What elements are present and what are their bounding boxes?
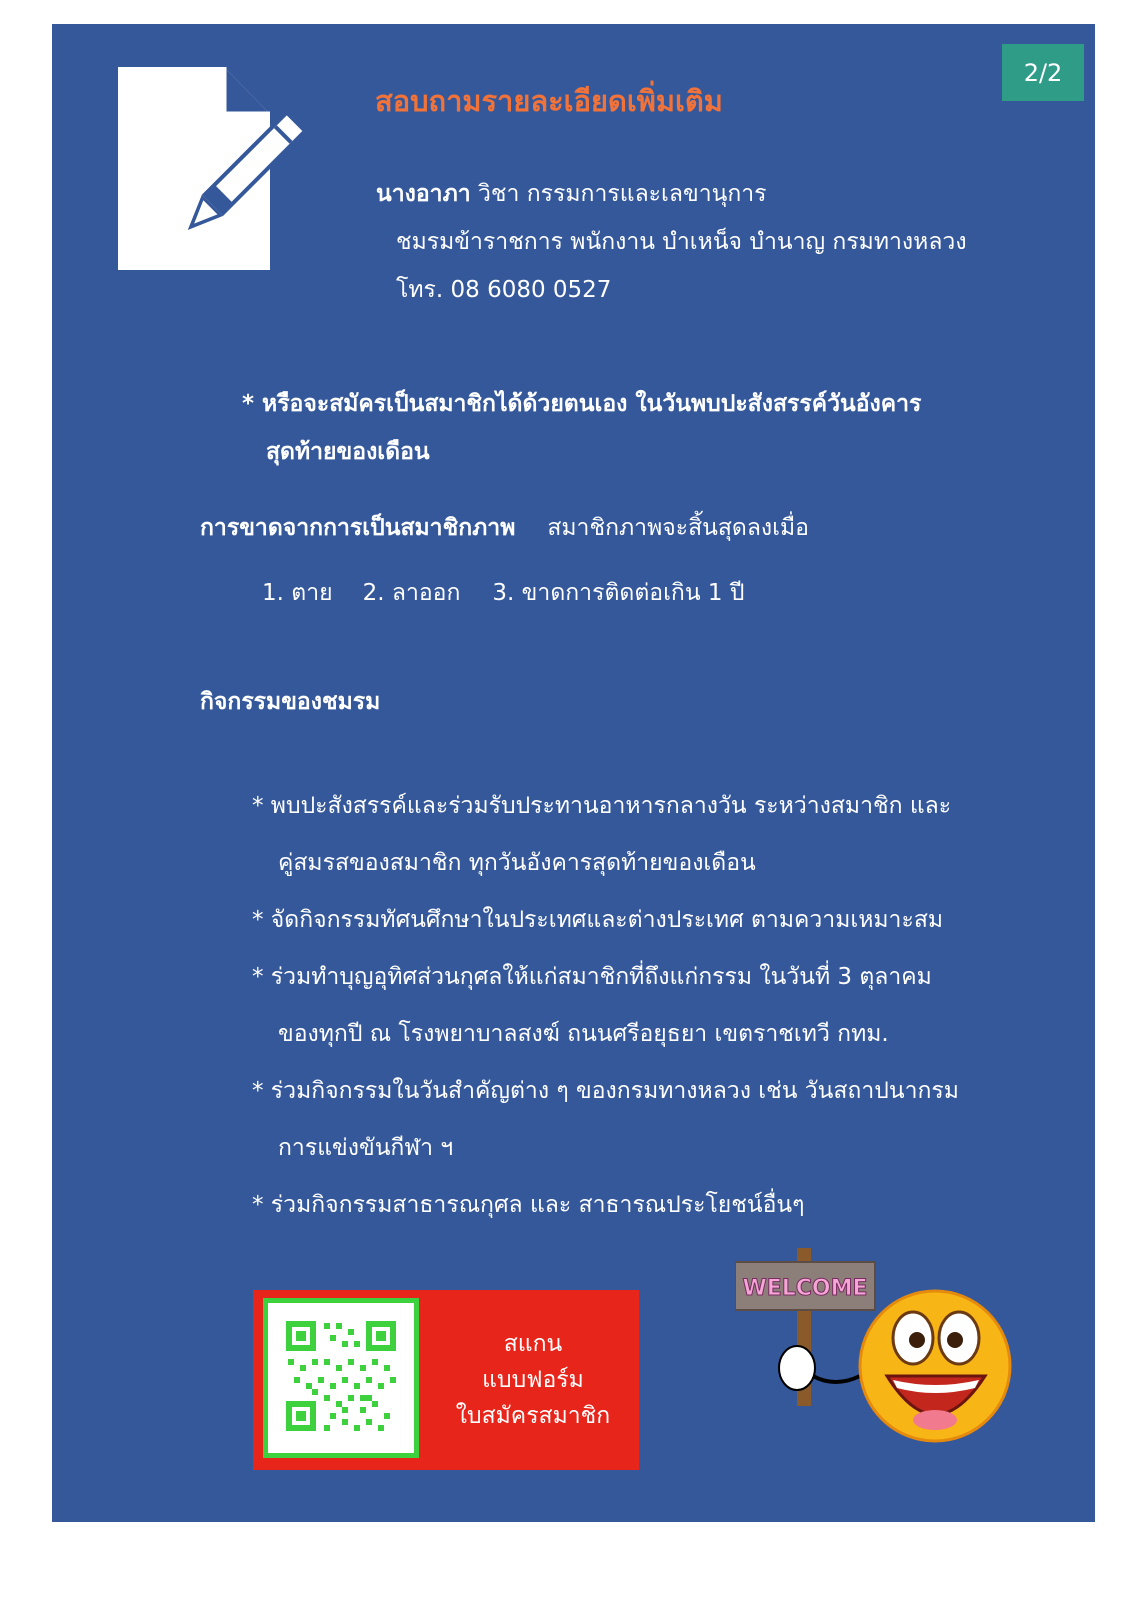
page-indicator: 2/2	[1002, 44, 1084, 101]
contact-phone: โทร. 08 6080 0527	[396, 277, 612, 303]
termination-item: 2. ลาออก	[362, 580, 461, 606]
welcome-sign-text: WELCOME	[742, 1276, 868, 1301]
contact-name-line	[376, 176, 767, 212]
self-register-note	[242, 380, 921, 476]
qr-caption-line: ใบสมัครสมาชิก	[455, 1403, 611, 1429]
activity-line: * จัดกิจกรรมทัศนศึกษาในประเทศและต่างประเทศ ตามความเหมาะสม	[252, 907, 944, 933]
activities-heading: กิจกรรมของชมรม	[200, 689, 381, 715]
activity-line: การแข่งขันกีฬา ฯ	[278, 1135, 454, 1161]
activity-line: * พบปะสังสรรค์และร่วมรับประทานอาหารกลางวัน ระหว่างสมาชิก และ	[252, 793, 952, 819]
contact-organization: ชมรมข้าราชการ พนักงาน บำเหน็จ บำนาญ กรมทางหลวง	[396, 229, 967, 255]
qr-caption-line: สแกน	[503, 1331, 563, 1357]
activity-line: ของทุกปี ณ โรงพยาบาลสงฆ์ ถนนศรีอยุธยา เขตราชเทวี กทม.	[278, 1021, 889, 1047]
qr-registration-panel	[253, 1290, 639, 1470]
welcome-emoji-illustration	[735, 1248, 1035, 1472]
activity-line: คู่สมรสของสมาชิก ทุกวันอังคารสุดท้ายของเดือน	[278, 850, 756, 876]
activity-line: * ร่วมกิจกรรมในวันสำคัญต่าง ๆ ของกรมทางหลวง เช่น วันสถาปนากรม	[252, 1078, 959, 1104]
qr-caption	[443, 1326, 623, 1434]
termination-heading: การขาดจากการเป็นสมาชิกภาพ	[200, 515, 516, 541]
qr-code[interactable]	[263, 1298, 419, 1458]
qr-caption-line: แบบฟอร์ม	[482, 1367, 584, 1393]
termination-item: 3. ขาดการติดต่อเกิน 1 ปี	[492, 580, 745, 606]
note-line: * หรือจะสมัครเป็นสมาชิกได้ด้วยตนเอง ในวันพบปะสังสรรค์วันอังคาร	[242, 391, 922, 417]
activity-line: * ร่วมทำบุญอุทิศส่วนกุศลให้แก่สมาชิกที่ถึงแก่กรรม ในวันที่ 3 ตุลาคม	[252, 964, 932, 990]
termination-description: สมาชิกภาพจะสิ้นสุดลงเมื่อ	[547, 515, 809, 541]
activities-list	[252, 778, 959, 1234]
note-line: สุดท้ายของเดือน	[266, 439, 430, 465]
activity-line: * ร่วมกิจกรรมสาธารณกุศล และ สาธารณประโยชน์อื่นๆ	[252, 1192, 805, 1218]
contact-position: วิชา กรรมการและเลขานุการ	[470, 181, 767, 207]
termination-section	[200, 510, 809, 546]
contact-name: นางอาภา	[376, 181, 471, 207]
termination-item: 1. ตาย	[262, 580, 333, 606]
document-edit-icon	[110, 62, 315, 281]
termination-items	[262, 575, 744, 611]
page-title: สอบถามรายละเอียดเพิ่มเติม	[375, 84, 723, 118]
